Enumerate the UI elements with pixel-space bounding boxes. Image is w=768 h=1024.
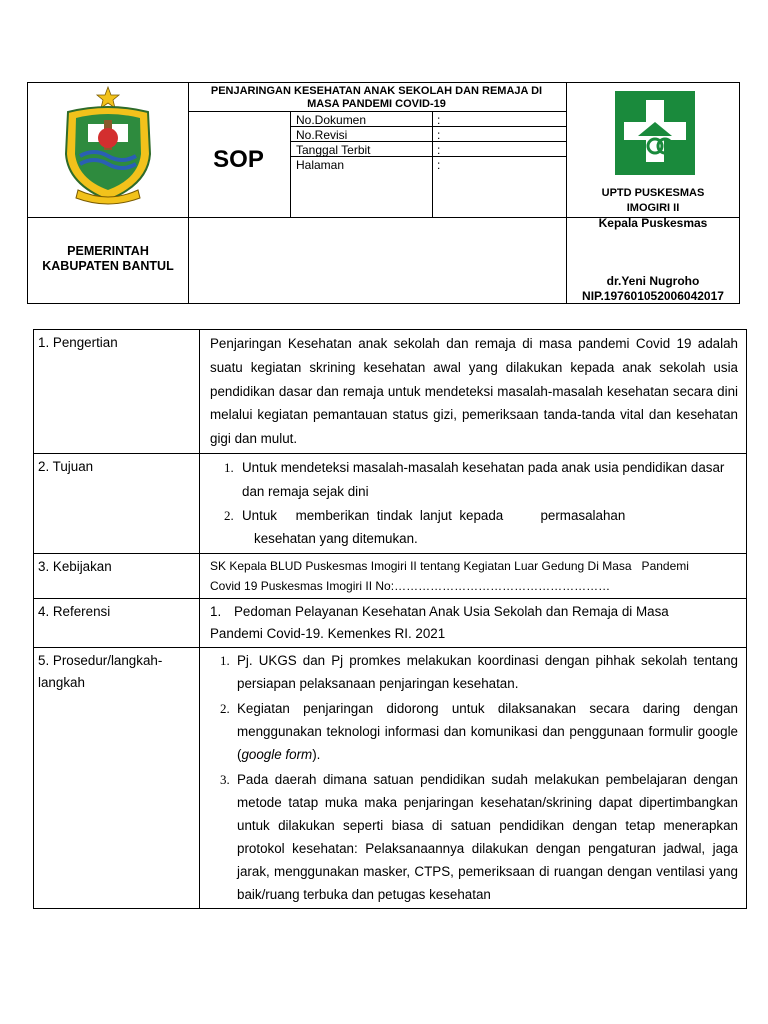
gov-name [28,244,188,274]
table-row [34,330,747,454]
table-row [34,648,747,909]
pengertian-text: Penjaringan Kesehatan anak sekolah dan remaja di masa pandemi Covid 19 adalah suatu kegiatan skrining kesehatan awal yang dilakukan kepada anak sekolah usia pendidikan dasar dan remaja untuk mendeteksi masalah-masalah kesehatan secara dini melalui kegiatan pemantauan status gizi, pemeriksaan tanda-tanda vital dan kesehatan gigi dan mulut. [200,330,747,454]
meta-sep: : [437,158,441,172]
item-text: Pada daerah dimana satuan pendidikan sudah melakukan pembelajaran dengan metode tatap muka maka penjaringan kesehatan/skrining dapat dipertimbangkan untuk dilakukan seperti biasa di satuan pendidikan dengan tetap menerapkan protokol kesehatan: Pelaksanaannya dilakukan dengan pengaturan jadwal, jaga jarak, menggunakan masker, CTPS, pemeriksaan di ruangan dengan ventilasi yang baik/ruang terbuka dan petugas kesehatan [237,772,738,903]
meta-label: Tanggal Terbit [296,143,371,157]
sop-title-line2: MASA PANDEMI COVID-19 [307,98,446,110]
list-item-cont: kesehatan yang ditemukan. [254,531,418,547]
prosedur-list [200,648,747,909]
row-label: 2. Tujuan [34,453,200,553]
head-nip: NIP.197601052006042017 [582,289,724,303]
item-text-italic: google form [241,747,313,763]
sop-content-table [33,329,747,909]
meta-label: Halaman [296,158,345,172]
sop-title-line1: PENJARINGAN KESEHATAN ANAK SEKOLAH DAN REMAJA DI [210,85,543,97]
list-item [210,504,738,528]
meta-label: No.Revisi [296,128,348,142]
bantul-emblem [58,84,158,208]
list-item [210,768,738,906]
gov-name-line2: KABUPATEN BANTUL [42,259,174,273]
item-text-post: ). [312,747,321,763]
kebijakan-line2: Covid 19 Puskesmas Imogiri II No:……………………………………………… [210,579,611,594]
item-text: Untuk mendeteksi masalah-masalah kesehatan pada anak usia pendidikan dasar dan remaja sejak dini [242,459,725,499]
sop-title [188,85,565,111]
meta-sep: : [437,113,441,127]
item-num: 2. [224,507,234,523]
item-num: 1. [220,653,230,669]
referensi-text [200,599,747,648]
org-name-line1: UPTD PUSKESMAS [601,187,705,199]
item-num: 2. [220,701,230,717]
org-name [566,186,740,216]
row-label: 3. Kebijakan [34,554,200,599]
gov-name-line1: PEMERINTAH [67,244,149,258]
meta-tanggal-terbit [296,143,371,157]
bantul-emblem-icon [58,84,158,208]
sop-label: SOP [213,146,264,173]
item-num: 3. [220,772,230,788]
referensi-line2: Pandemi Covid-19. Kemenkes RI. 2021 [210,626,446,642]
kebijakan-text [200,554,747,599]
item-num: 1. [224,459,234,475]
referensi-line1 [210,601,738,623]
puskesmas-logo-icon [612,88,698,178]
row-label: 4. Referensi [34,599,200,648]
meta-halaman [296,158,344,172]
tujuan-list [200,453,747,553]
meta-no-revisi [296,128,347,142]
kebijakan-line1: SK Kepala BLUD Puskesmas Imogiri II tentang Kegiatan Luar Gedung Di Masa Pandemi [210,559,689,574]
head-name: dr.Yeni Nugroho [606,274,700,288]
meta-sep: : [437,128,441,142]
row-label: 5. Prosedur/langkah-langkah [34,648,200,909]
item-text: Untuk memberikan tindak lanjut kepada permasalahan [242,507,626,523]
table-row [34,554,747,599]
meta-label: No.Dokumen [296,113,367,127]
item-num: 1. [210,604,222,620]
table-row [34,453,747,553]
item-text: Kegiatan penjaringan didorong untuk dilaksanakan secara daring dengan menggunakan teknologi informasi dan komunikasi dan penggunaan formulir google ( [237,701,738,763]
referensi-line1-text: Pedoman Pelayanan Kesehatan Anak Usia Sekolah dan Remaja di Masa [234,604,669,620]
meta-sep: : [437,143,441,157]
item-text: Pj. UKGS dan Pj promkes melakukan koordinasi dengan pihhak sekolah tentang persiapan pelaksanaan penjaringan kesehatan. [237,653,738,692]
puskesmas-logo [612,88,698,178]
org-name-line2: IMOGIRI II [626,202,680,214]
list-item [210,456,738,504]
meta-no-dokumen [296,113,366,127]
list-item [210,649,738,695]
head-title: Kepala Puskesmas [598,216,708,230]
table-row [34,599,747,648]
list-item [210,697,738,766]
row-label: 1. Pengertian [34,330,200,454]
